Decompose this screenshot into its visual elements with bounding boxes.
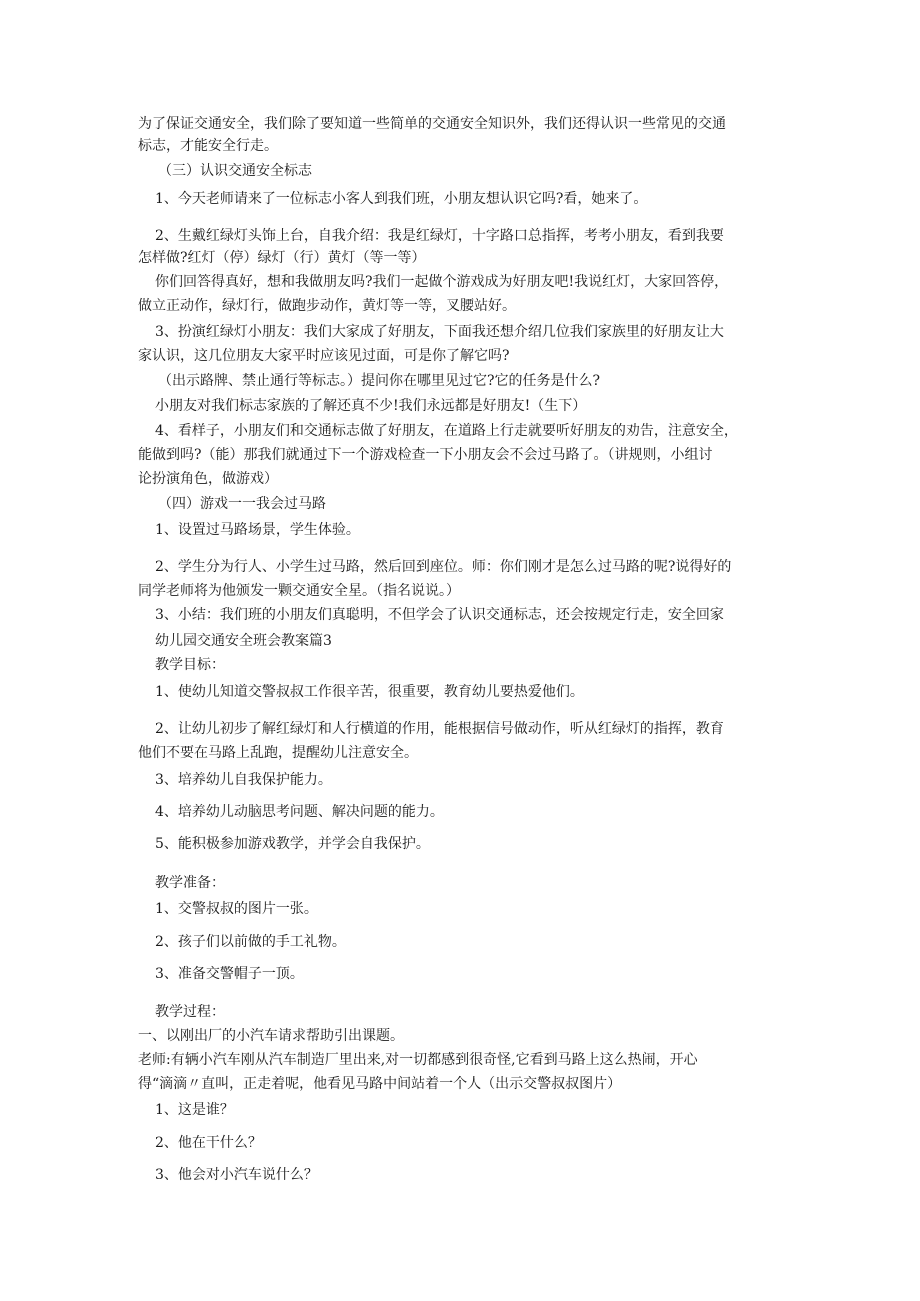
list-item: 2、学生分为行人、小学生过马路，然后回到座位。师：你们刚才是怎么过马路的呢?说得好的 [155,559,732,575]
list-item: 4、培养幼儿动脑思考问题、解决问题的能力。 [155,804,444,820]
subheading: 教学目标： [155,657,225,673]
section-heading: （三）认识交通安全标志 [158,163,312,179]
section-title: 幼儿园交通安全班会教案篇3 [155,633,332,649]
text-line: 能做到吗?（能）那我们就通过下一个游戏检查一下小朋友会不会过马路了。（讲规则，小组讨 [138,447,713,463]
text-line: 小朋友对我们标志家族的了解还真不少!我们永远都是好朋友!（生下） [155,398,587,414]
list-item: 2、生戴红绿灯头饰上台，自我介绍：我是红绿灯，十字路口总指挥，考考小朋友，看到我要 [155,228,724,244]
list-item: 4、看样子，小朋友们和交通标志做了好朋友，在道路上行走就要听好朋友的劝告，注意安全， [155,423,738,439]
subheading: 教学过程： [155,1004,225,1020]
list-item: 2、孩子们以前做的手工礼物。 [155,934,346,950]
section-heading: （四）游戏一一我会过马路 [158,496,326,512]
text-line: 论扮演角色，做游戏） [138,471,278,487]
list-item: 2、让幼儿初步了解红绿灯和人行横道的作用，能根据信号做动作，听从红绿灯的指挥，教育 [155,721,724,737]
list-item: 3、小结：我们班的小朋友们真聪明，不但学会了认识交通标志，还会按规定行走，安全回家 [155,607,724,623]
list-item: 3、扮演红绿灯小朋友：我们大家成了好朋友，下面我还想介绍几位我们家族里的好朋友让大 [155,324,724,340]
text-line: 同学老师将为他颁发一颗交通安全星。（指名说说。） [138,583,460,599]
list-item: 1、交警叔叔的图片一张。 [155,901,318,917]
text-line: 你们回答得真好，想和我做朋友吗?我们一起做个游戏成为好朋友吧!我说红灯，大家回答停， [155,274,729,290]
text-line: 怎样做?红灯（停）绿灯（行）黄灯（等一等） [138,250,426,266]
list-item: 3、培养幼儿自我保护能力。 [155,772,332,788]
text-line: （出示路牌、禁止通行等标志。）提问你在哪里见过它?它的任务是什么? [158,373,601,389]
text-line: 老师:有辆小汽车刚从汽车制造厂里出来,对一切都感到很奇怪,它看到马路上这么热闹，开心 [138,1052,698,1068]
list-item: 3、准备交警帽子一顶。 [155,966,304,982]
list-item: 2、他在干什么？ [155,1135,262,1151]
list-item: 1、今天老师请来了一位标志小客人到我们班，小朋友想认识它吗?看，她来了。 [155,191,648,207]
list-item: 1、设置过马路场景，学生体验。 [155,522,360,538]
text-line: 标志，才能安全行走。 [138,138,278,154]
text-line: 做立正动作，绿灯行，做跑步动作，黄灯等一等，叉腰站好。 [138,298,516,314]
subheading: 教学准备： [155,875,225,891]
list-item: 3、他会对小汽车说什么？ [155,1167,318,1183]
text-line: 他们不要在马路上乱跑，提醒幼儿注意安全。 [138,745,418,761]
text-line: 为了保证交通安全，我们除了要知道一些简单的交通安全知识外，我们还得认识一些常见的交通 [138,116,726,132]
text-line: 家认识，这几位朋友大家平时应该见过面，可是你了解它吗? [138,348,510,364]
list-item: 1、这是谁？ [155,1102,234,1118]
list-item: 1、使幼儿知道交警叔叔工作很辛苦，很重要，教育幼儿要热爱他们。 [155,684,584,700]
text-line: 一、以刚出厂的小汽车请求帮助引出课题。 [138,1028,404,1044]
text-line: 得“滴滴〃直叫，正走着呢，他看见马路中间站着一个人（出示交警叔叔图片） [138,1076,622,1092]
list-item: 5、能积极参加游戏教学，并学会自我保护。 [155,836,430,852]
